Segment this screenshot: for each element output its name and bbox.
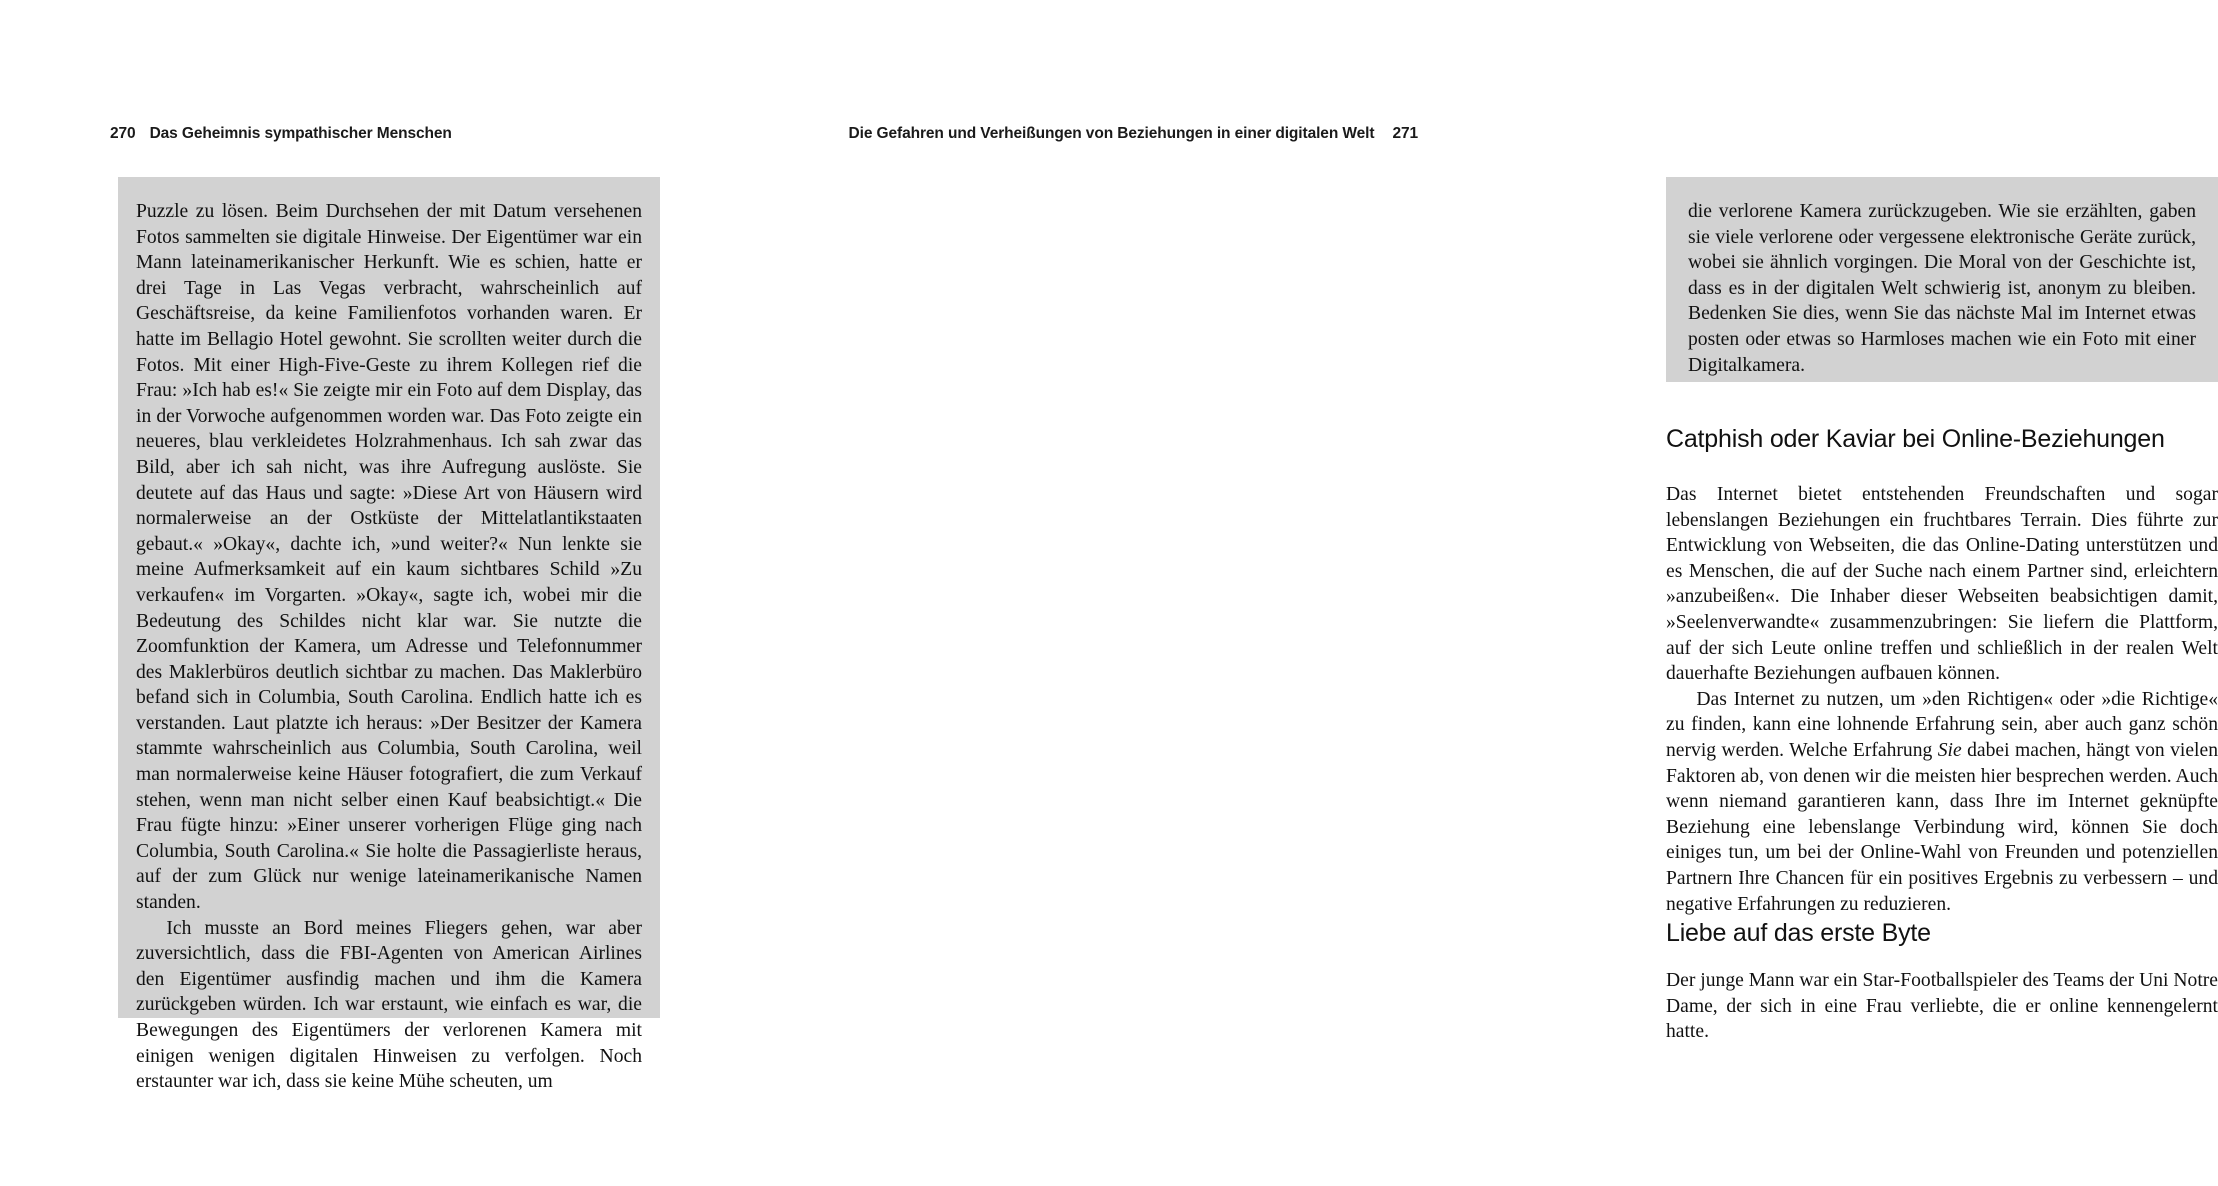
- right-page: [800, 0, 2218, 1186]
- right-page-tinted-text-box: [1666, 177, 2218, 382]
- left-page-running-head: [110, 126, 452, 142]
- right-page-running-head-title: Die Gefahren und Verheißungen von Beziehungen in einer digitalen Welt: [848, 125, 1375, 142]
- section-heading-catphish: Catphish oder Kaviar bei Online-Beziehungen: [1666, 425, 2165, 453]
- left-page-running-head-title: Das Geheimnis sympathischer Menschen: [149, 125, 452, 142]
- left-page-folio: 270: [110, 125, 136, 142]
- right-page-paragraph-2: [1666, 687, 2218, 917]
- right-page-body-block-2: [1666, 968, 2218, 1045]
- right-page-tinted-text-content: [1688, 199, 2196, 378]
- right-page-body-block-1: [1666, 482, 2218, 917]
- right-page-paragraph-2-part-b: dabei machen, hängt von vielen Faktoren ab, von denen wir die meisten hier besprechen werden. Auch wenn niemand garantieren kann, dass Ihre im Internet geknüpfte Beziehung eine lebenslange Verbindung wird, können Sie doch einiges tun, um bei der Online-Wahl von Freunden und potenziellen Partnern Ihre Chancen für ein positives Ergebnis zu verbessern – und negative Erfahrungen zu reduzieren.: [1666, 739, 2218, 915]
- left-page-paragraph-2: Ich musste an Bord meines Fliegers gehen, war aber zuversichtlich, dass die FBI-Agenten von American Airlines den Eigentümer ausfindig machen und ihm die Kamera zurückgeben würden. Ich war erstaunt, wie einfach es war, die Bewegungen des Eigentümers der verlorenen Kamera mit einigen wenigen digitalen Hinweisen zu verfolgen. Noch erstaunter war ich, dass sie keine Mühe scheuten, um: [136, 917, 642, 1093]
- left-page: [0, 0, 800, 1186]
- right-page-paragraph-2-emphasis: Sie: [1937, 739, 1962, 761]
- right-page-folio: 271: [1392, 125, 1418, 142]
- right-page-tinted-paragraph-1: die verlorene Kamera zurückzugeben. Wie sie erzählten, gaben sie viele verlorene oder vergessene elektronische Geräte zurück, wobei sie ähnlich vorgingen. Die Moral von der Geschichte ist, dass es in der digitalen Welt schwierig ist, anonym zu bleiben. Bedenken Sie dies, wenn Sie das nächste Mal im Internet etwas posten oder etwas so Harmloses machen wie ein Foto mit einer Digitalkamera.: [1688, 201, 2196, 376]
- right-page-paragraph-2-part-a: Das Internet zu nutzen, um »den Richtigen« oder »die Richtige« zu finden, kann eine lohnende Erfahrung sein, aber auch ganz schön nervig werden. Welche Erfahrung: [1666, 688, 2218, 761]
- left-page-tinted-text-content: [136, 199, 642, 1095]
- right-page-paragraph-3: Der junge Mann war ein Star-Footballspieler des Teams der Uni Notre Dame, der sich in eine Frau verliebte, die er online kennengelernt hatte.: [1666, 970, 2218, 1043]
- left-page-paragraph-1: Puzzle zu lösen. Beim Durchsehen der mit Datum versehenen Fotos sammelten sie digitale Hinweise. Der Eigentümer war ein Mann lateinamerikanischer Herkunft. Wie es schien, hatte er drei Tage in Las Vegas verbracht, wahrscheinlich auf Geschäftsreise, da keine Familienfotos vorhanden waren. Er hatte im Bellagio Hotel gewohnt. Sie scrollten weiter durch die Fotos. Mit einer High-Five-Geste zu ihrem Kollegen rief die Frau: »Ich hab es!« Sie zeigte mir ein Foto auf dem Display, das in der Vorwoche aufgenommen worden war. Das Foto zeigte ein neueres, blau verkleidetes Holzrahmenhaus. Ich sah zwar das Bild, aber ich sah nicht, was ihre Aufregung auslöste. Sie deutete auf das Haus und sagte: »Diese Art von Häusern wird normalerweise an der Ostküste der Mittelatlantikstaaten gebaut.« »Okay«, dachte ich, »und weiter?« Nun lenkte sie meine Aufmerksamkeit auf ein kaum sichtbares Schild »Zu verkaufen« im Vorgarten. »Okay«, sagte ich, wobei mir die Bedeutung des Schildes nicht klar war. Sie nutzte die Zoomfunktion der Kamera, um Adresse und Telefonnummer des Maklerbüros deutlich sichtbar zu machen. Das Maklerbüro befand sich in Columbia, South Carolina. Endlich hatte ich es verstanden. Laut platzte ich heraus: »Der Besitzer der Kamera stammte wahrscheinlich aus Columbia, South Carolina, weil man normalerweise keine Häuser fotografiert, die zum Verkauf stehen, wenn man nicht selber einen Kauf beabsichtigt.« Die Frau fügte hinzu: »Einer unserer vorherigen Flüge ging nach Columbia, South Carolina.« Sie holte die Passagierliste heraus, auf der zum Glück nur wenige lateinamerikanische Namen standen.: [136, 201, 642, 914]
- right-page-paragraph-1: Das Internet bietet entstehenden Freundschaften und sogar lebenslangen Beziehungen ein fruchtbares Terrain. Dies führte zur Entwicklung von Webseiten, die das Online-Dating unterstützen und es Menschen, die auf der Suche nach einem Partner sind, erleichtern »anzubeißen«. Die Inhaber dieser Webseiten beabsichtigen damit, »Seelenverwandte« zusammenzubringen: Sie liefern die Plattform, auf der sich Leute online treffen und schließlich in der realen Welt dauerhafte Beziehungen aufbauen können.: [1666, 484, 2218, 685]
- left-page-tinted-text-box: [118, 177, 660, 1093]
- right-page-running-head: [849, 126, 1418, 142]
- section-heading-liebe-auf-das-erste-byte: Liebe auf das erste Byte: [1666, 919, 1931, 947]
